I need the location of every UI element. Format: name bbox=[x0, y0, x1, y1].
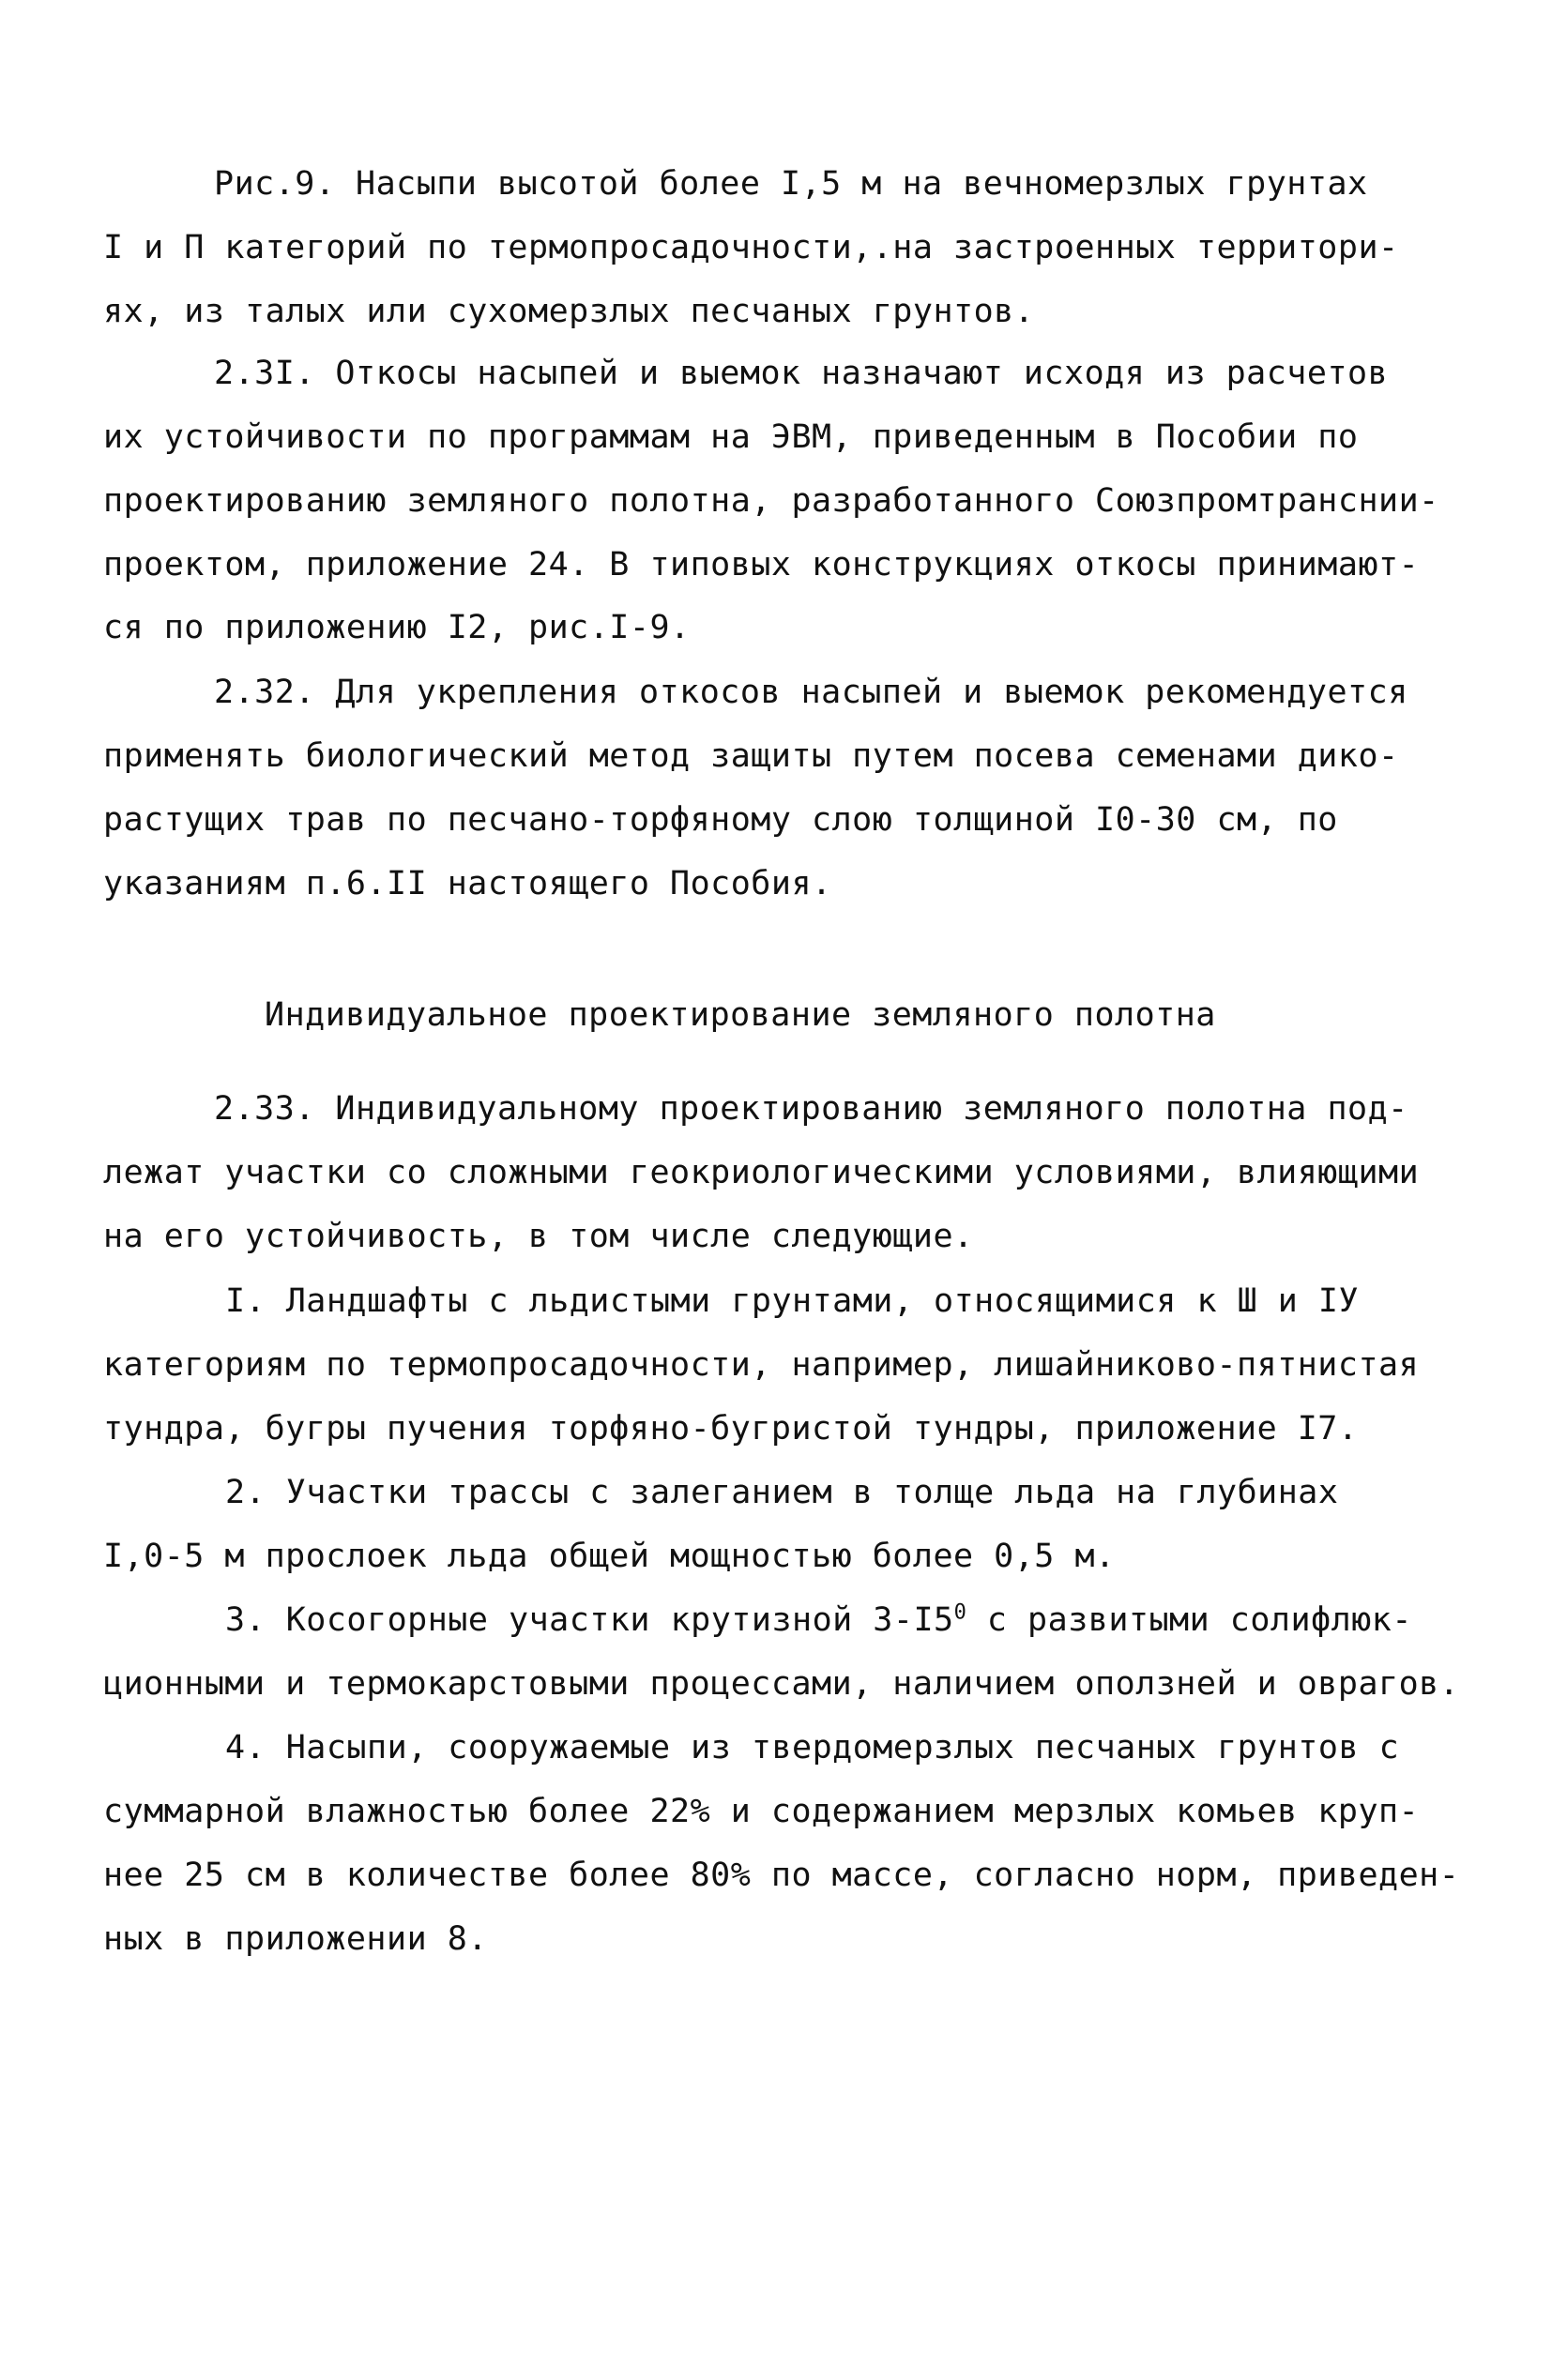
list-item-4-line-2: суммарной влажностью более 22% и содержанием мерзлых комьев круп- bbox=[103, 1793, 1420, 1830]
list-item-3-line-1-end: с развитыми солифлюк- bbox=[966, 1601, 1412, 1639]
list-item-3-line-1-text: 3. Косогорные участки крутизной 3-I5 bbox=[225, 1601, 954, 1639]
figure-caption-line-3: ях, из талых или сухомерзлых песчаных грунтов. bbox=[103, 293, 1035, 330]
list-item-3-line-1 bbox=[225, 1599, 1412, 1641]
paragraph-2-33-line-2: лежат участки со сложными геокриологическими условиями, влияющими bbox=[103, 1154, 1420, 1191]
figure-caption-line-1: Рис.9. Насыпи высотой более I,5 м на вечномерзлых грунтах bbox=[214, 165, 1368, 203]
list-item-1-line-2: категориям по термопросадочности, например, лишайниково-пятнистая bbox=[103, 1346, 1420, 1384]
degree-superscript: 0 bbox=[953, 1600, 967, 1625]
list-item-4-line-1: 4. Насыпи, сооружаемые из твердомерзлых песчаных грунтов с bbox=[225, 1729, 1400, 1766]
paragraph-2-33-line-3: на его устойчивость, в том числе следующие. bbox=[103, 1218, 974, 1255]
paragraph-2-33-line-1: 2.33. Индивидуальному проектированию земляного полотна под- bbox=[214, 1090, 1408, 1128]
paragraph-2-31-line-1: 2.3I. Откосы насыпей и выемок назначают исходя из расчетов bbox=[214, 355, 1389, 392]
figure-caption-line-2: I и П категорий по термопросадочности,.на застроенных территори- bbox=[103, 229, 1399, 266]
list-item-2-line-1: 2. Участки трассы с залеганием в толще льда на глубинах bbox=[225, 1474, 1339, 1511]
list-item-2-line-2: I,0-5 м прослоек льда общей мощностью более 0,5 м. bbox=[103, 1538, 1116, 1575]
paragraph-2-31-line-5: ся по приложению I2, рис.I-9. bbox=[103, 609, 691, 646]
list-item-3-line-2: ционными и термокарстовыми процессами, наличием оползней и оврагов. bbox=[103, 1665, 1460, 1703]
paragraph-2-32-line-2: применять биологический метод защиты путем посева семенами дико- bbox=[103, 737, 1399, 775]
section-heading: Индивидуальное проектирование земляного полотна bbox=[265, 996, 1216, 1034]
list-item-1-line-3: тундра, бугры пучения торфяно-бугристой тундры, приложение I7. bbox=[103, 1410, 1359, 1448]
list-item-4-line-4: ных в приложении 8. bbox=[103, 1920, 488, 1958]
paragraph-2-31-line-2: их устойчивости по программам на ЭВМ, приведенным в Пособии по bbox=[103, 418, 1359, 456]
paragraph-2-32-line-3: растущих трав по песчано-торфяному слою толщиной I0-30 см, по bbox=[103, 801, 1338, 839]
list-item-4-line-3: нее 25 см в количестве более 80% по массе, согласно норм, приведен- bbox=[103, 1857, 1460, 1894]
paragraph-2-31-line-4: проектом, приложение 24. В типовых конструкциях откосы принимают- bbox=[103, 546, 1420, 584]
paragraph-2-31-line-3: проектированию земляного полотна, разработанного Союзпромтранснии- bbox=[103, 482, 1439, 520]
paragraph-2-32-line-1: 2.32. Для укрепления откосов насыпей и выемок рекомендуется bbox=[214, 674, 1408, 711]
paragraph-2-32-line-4: указаниям п.6.II настоящего Пособия. bbox=[103, 865, 832, 902]
list-item-1-line-1: I. Ландшафты с льдистыми грунтами, относящимися к Ш и IУ bbox=[225, 1282, 1360, 1320]
